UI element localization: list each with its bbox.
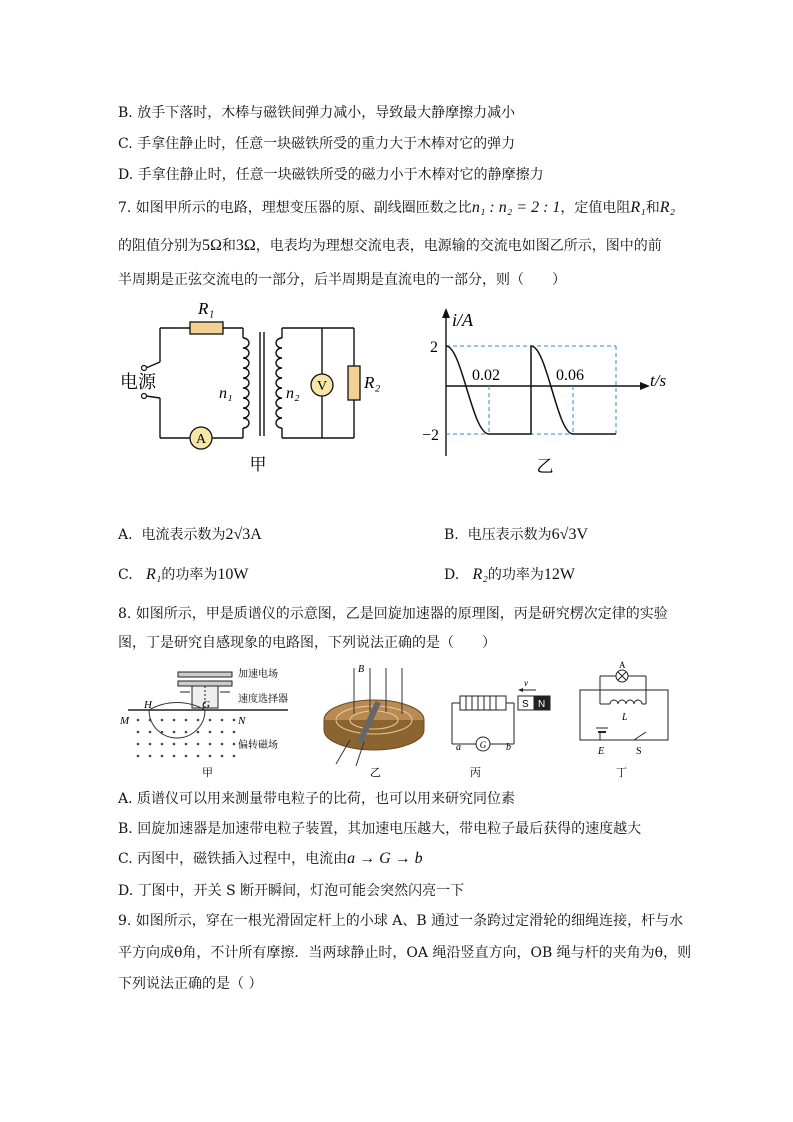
fig8-yi-caption: 乙 xyxy=(370,767,381,779)
q7-circuit-diagram xyxy=(118,296,398,476)
accel-field-label: 加速电场 xyxy=(238,669,278,680)
q7-option-a-prefix: A. xyxy=(118,527,133,543)
q7-option-d-text: 的功率为 xyxy=(487,567,544,583)
self-induction-circuit-diagram xyxy=(576,662,676,780)
q7-option-c-prefix: C. xyxy=(118,567,133,583)
n2-label: n₂ xyxy=(286,385,300,402)
tick-pos-2: 2 xyxy=(430,339,438,356)
current-waveform xyxy=(446,346,616,434)
q7-option-d xyxy=(444,566,575,584)
q8-option-b: B. 回旋加速器是加速带电粒子装置，其加速电压越大，带电粒子最后获得的速度越大 xyxy=(118,821,642,837)
q7-r2-value: 3Ω xyxy=(235,237,256,254)
battery-label: E xyxy=(598,746,605,757)
q7-option-a xyxy=(118,526,262,544)
q7-current-graph xyxy=(420,306,680,486)
label-h: H xyxy=(144,699,152,711)
q7-stem-line1 xyxy=(118,199,675,217)
fig-jia-caption: 甲 xyxy=(249,455,267,474)
q7-option-b-text: 电压表示数为 xyxy=(467,527,552,543)
tick-0-06: 0.06 xyxy=(556,367,584,384)
deflect-field-label: 偏转磁场 xyxy=(238,740,278,751)
q7-option-b-prefix: B. xyxy=(444,527,459,543)
fig-yi-caption: 乙 xyxy=(536,457,554,476)
velocity-label: v xyxy=(524,678,528,688)
q7-option-c-r: R₁ xyxy=(146,566,162,583)
fig8-ding-caption: 丁 xyxy=(616,767,627,779)
q7-option-a-text: 电流表示数为 xyxy=(141,527,226,543)
fig8-jia-caption: 甲 xyxy=(202,767,213,779)
r2-resistor xyxy=(348,366,360,400)
q7-stem-text-c: 的阻值分别为 xyxy=(118,238,202,254)
ammeter-label: A xyxy=(195,432,207,447)
q7-stem-line2 xyxy=(118,237,662,255)
terminal-b-label: b xyxy=(506,742,511,753)
q8-option-c-text: C. 丙图中，磁铁插入过程中，电流由 xyxy=(118,851,348,867)
q7-option-b xyxy=(444,526,588,544)
cyclotron-diagram xyxy=(314,662,434,780)
q7-option-d-r: R₂ xyxy=(472,566,488,583)
q7-r1-value: 5Ω xyxy=(202,237,222,254)
q6-option-b: B. 放手下落时，木棒与磁铁间弹力减小，导致最大静摩擦力减小 xyxy=(118,105,516,121)
tick-0-02: 0.02 xyxy=(472,367,500,384)
q7-stem-text-d: ，电表均为理想交流电表，电源输的交流电如图乙所示，图中的前 xyxy=(255,238,662,254)
galvanometer-label: G xyxy=(479,740,487,750)
velocity-selector-label: 速度选择器 xyxy=(238,694,288,705)
switch-label: S xyxy=(636,746,642,757)
r1-resistor xyxy=(190,322,223,334)
q7-stem-line3: 半周期是正弦交流电的一部分，后半周期是直流电的一部分，则（ ） xyxy=(118,272,566,288)
q7-turns-ratio: n₁ : n₂ = 2 : 1 xyxy=(471,199,561,216)
label-m: M xyxy=(120,715,130,727)
q7-and: 和 xyxy=(645,200,660,216)
q7-option-d-prefix: D. xyxy=(444,567,460,583)
r2-label: R₂ xyxy=(364,373,381,392)
q7-stem-text-a: 7. 如图甲所示的电路，理想变压器的原、副线圈匝数之比 xyxy=(118,200,472,216)
q7-r1: R₁ xyxy=(630,199,646,216)
q8-stem-line2: 图，丁是研究自感现象的电路图，下列说法正确的是（ ） xyxy=(118,635,496,651)
q8-option-d: D. 丁图中，开关 S 断开瞬间，灯泡可能会突然闪亮一下 xyxy=(118,883,465,899)
fig8-bing-caption: 丙 xyxy=(470,767,481,779)
q7-option-c xyxy=(118,566,248,584)
q8-stem-line1: 8. 如图所示，甲是质谱仪的示意图，乙是回旋加速器的原理图，丙是研究楞次定律的实验 xyxy=(118,606,668,622)
q7-option-d-value: 12W xyxy=(543,566,575,583)
mass-spectrometer-diagram xyxy=(118,662,298,780)
q9-stem-line2: 平方向成θ角，不计所有摩擦．当两球静止时，OA 绳沿竖直方向，OB 绳与杆的夹角为θ，则 xyxy=(118,945,692,961)
label-g: G xyxy=(202,699,210,711)
q7-option-a-value: 2√3A xyxy=(225,526,262,543)
q9-stem-line1: 9. 如图所示，穿在一根光滑固定杆上的小球 A、B 通过一条跨过定滑轮的细绳连接，杆与水 xyxy=(118,913,684,929)
q8-option-c-path: a → G → b xyxy=(347,850,423,867)
q8-option-c xyxy=(118,850,423,868)
q6-option-d: D. 手拿住静止时，任意一块磁铁所受的磁力小于木棒对它的静摩擦力 xyxy=(118,167,544,183)
q7-option-b-value: 6√3V xyxy=(551,526,588,543)
field-b-label: B xyxy=(358,664,365,675)
source-label: 电源 xyxy=(120,372,156,392)
terminal-a-label: a xyxy=(456,742,461,753)
label-n: N xyxy=(238,715,246,727)
inductor-label: L xyxy=(622,712,628,723)
q6-option-c: C. 手拿住静止时，任意一块磁铁所受的重力大于木棒对它的弹力 xyxy=(118,136,516,152)
q7-and2: 和 xyxy=(221,238,236,254)
magnet-n-label: N xyxy=(538,699,546,710)
q7-option-c-value: 10W xyxy=(217,566,249,583)
q7-r2: R₂ xyxy=(659,199,676,216)
q8-option-a: A. 质谱仪可以用来测量带电粒子的比荷，也可以用来研究同位素 xyxy=(118,791,516,807)
tick-neg-2: −2 xyxy=(422,427,440,444)
r1-label: R₁ xyxy=(198,299,215,318)
voltmeter-label: V xyxy=(316,379,328,394)
lamp-label: A xyxy=(619,660,626,670)
q7-option-c-text: 的功率为 xyxy=(161,567,218,583)
n1-label: n₁ xyxy=(219,385,233,402)
lenz-experiment-diagram xyxy=(448,662,558,780)
x-axis-label: t/s xyxy=(650,371,667,390)
y-axis-label: i/A xyxy=(452,310,473,330)
q7-stem-text-b: ，定值电阻 xyxy=(560,200,631,216)
magnet-s-label: S xyxy=(522,699,529,710)
q9-stem-line3: 下列说法正确的是（ ） xyxy=(118,976,263,992)
